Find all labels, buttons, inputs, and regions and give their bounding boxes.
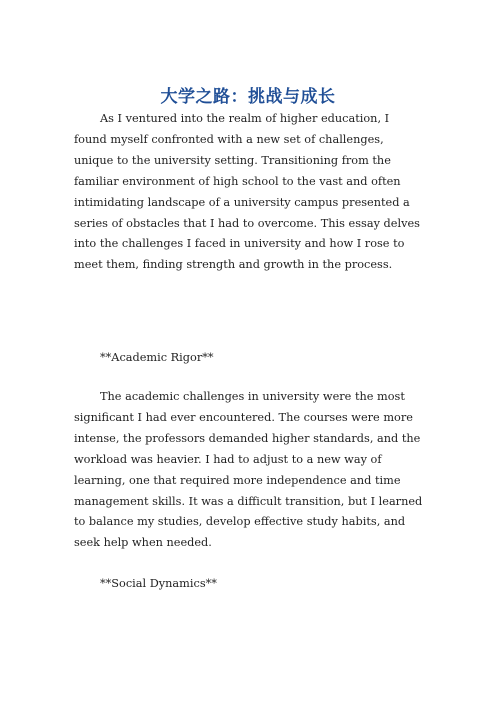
section-heading-social-dynamics: **Social Dynamics** xyxy=(100,577,217,590)
section-paragraph-academic-rigor: The academic challenges in university were the most significant I had ever encountered. The courses were more intense, the professors demanded higher standards, and the workload was heavier. I had to adjust to a new way of learning, one that required more independence and time management skills. It was a difficult transition, but I learned to balance my studies, develop effective study habits, and seek help when needed. xyxy=(74,390,423,550)
document-title: 大学之路：挑战与成长 xyxy=(160,87,336,107)
intro-paragraph: As I ventured into the realm of higher education, I found myself confronted with a new set of challenges, unique to the university setting. Transitioning from the familiar environment of high school to the vast and often intimidating landscape of a university campus presented a series of obstacles that I had to overcome. This essay delves into the challenges I faced in university and how I rose to meet them, finding strength and growth in the process. xyxy=(74,112,420,272)
section-heading-academic-rigor: **Academic Rigor** xyxy=(100,351,214,364)
